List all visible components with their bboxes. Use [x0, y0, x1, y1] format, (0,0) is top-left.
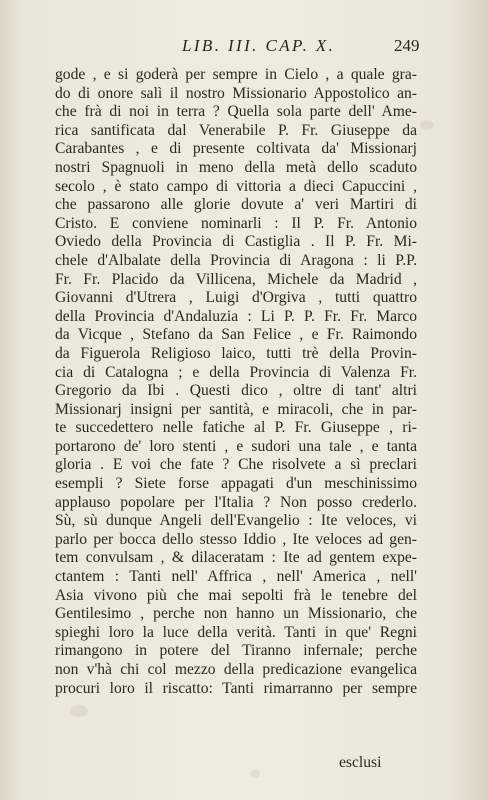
text-line: gloria . E voi che fate ? Che risolvete a sì preclari	[55, 456, 417, 474]
text-line: chele d'Albalate della Provincia di Aragona : li P.P.	[55, 251, 417, 269]
text-line: Gregorio da Ibi . Questi dico , oltre di tant' altri	[55, 382, 417, 400]
text-line: do di onore salì il nostro Missionario Appostolico an-	[55, 84, 417, 102]
text-line: della Provincia d'Andaluzia : Li P. P. Fr. Fr. Marco	[55, 307, 417, 325]
text-line: Sù, sù dunque Angeli dell'Evangelio : Ite veloces, vi	[55, 512, 417, 530]
text-line: tem convulsam , & dilaceratam : Ite ad gentem expe-	[55, 549, 417, 567]
text-line: spieghi loro la luce della verità. Tanti in que' Regni	[55, 623, 417, 641]
text-line: gode , e si goderà per sempre in Cielo , a quale gra-	[55, 66, 417, 83]
text-line: procuri loro il riscatto: Tanti rimarranno per sempre	[55, 679, 417, 697]
text-line: Asia vivono più che mai sepolti frà le tenebre del	[55, 586, 417, 604]
text-line: Giovanni d'Utrera , Luigi d'Orgiva , tutti quattro	[55, 289, 417, 307]
text-line: secolo , è stato campo di vittoria a dieci Capuccini ,	[55, 177, 417, 195]
text-line: non v'hà chi col mezzo della predicazione evangelica	[55, 661, 417, 678]
page-number: 249	[394, 36, 420, 55]
text-line: da Figuerola Religioso laico, tutti trè della Provin-	[55, 344, 417, 362]
page-header	[0, 36, 488, 62]
text-line: parlo per bocca dello stesso Iddio , Ite veloces ad gen-	[55, 530, 417, 548]
text-line: portarono de' loro stenti , e sudori una tale , e tanta	[55, 437, 417, 455]
text-line: Carabantes , e di presente coltivata da' Missionarj	[55, 140, 417, 158]
text-line: Gentilesimo , perche non hanno un Missionario, che	[55, 605, 417, 623]
text-line: nostri Spagnuoli in meno della metà dello scaduto	[55, 158, 417, 176]
catchword: esclusi	[339, 754, 382, 771]
text-line: Oviedo della Provincia di Castiglia . Il P. Fr. Mi-	[55, 233, 417, 251]
text-line: te succedettero nelle fatiche al P. Fr. Giuseppe , ri-	[55, 419, 417, 437]
text-line: esempli ? Siete forse appagati d'un meschinissimo	[55, 475, 417, 493]
running-head: LIB. III. CAP. X.	[182, 36, 336, 55]
text-line: cia di Catalogna ; e della Provincia di Valenza Fr.	[55, 363, 417, 381]
text-line: rimangono in potere del Tiranno infernale; perche	[55, 642, 417, 660]
text-line: rica santificata dal Venerabile P. Fr. Giuseppe da	[55, 121, 417, 139]
text-line: che frà di noi in terra ? Quella sola parte dell' Ame-	[55, 103, 417, 121]
paper-foxing-spot	[420, 120, 434, 130]
text-line: Missionarj insigni per santità, e miracoli, che in par-	[55, 400, 417, 418]
text-line: che passarono alle glorie dovute a' veri Martiri di	[55, 196, 417, 214]
paper-foxing-spot	[250, 770, 260, 778]
text-line: da Vicque , Stefano da San Felice , e Fr. Raimondo	[55, 326, 417, 344]
text-line: Fr. Fr. Placido da Villicena, Michele da Madrid ,	[55, 270, 417, 288]
text-line: Cristo. E conviene nominarli : Il P. Fr. Antonio	[55, 214, 417, 232]
text-line: ctantem : Tanti nell' Affrica , nell' America , nell'	[55, 568, 417, 586]
paper-foxing-spot	[70, 705, 88, 717]
body-text	[55, 66, 417, 698]
text-line: applauso popolare per l'Italia ? Non posso crederlo.	[55, 493, 417, 511]
